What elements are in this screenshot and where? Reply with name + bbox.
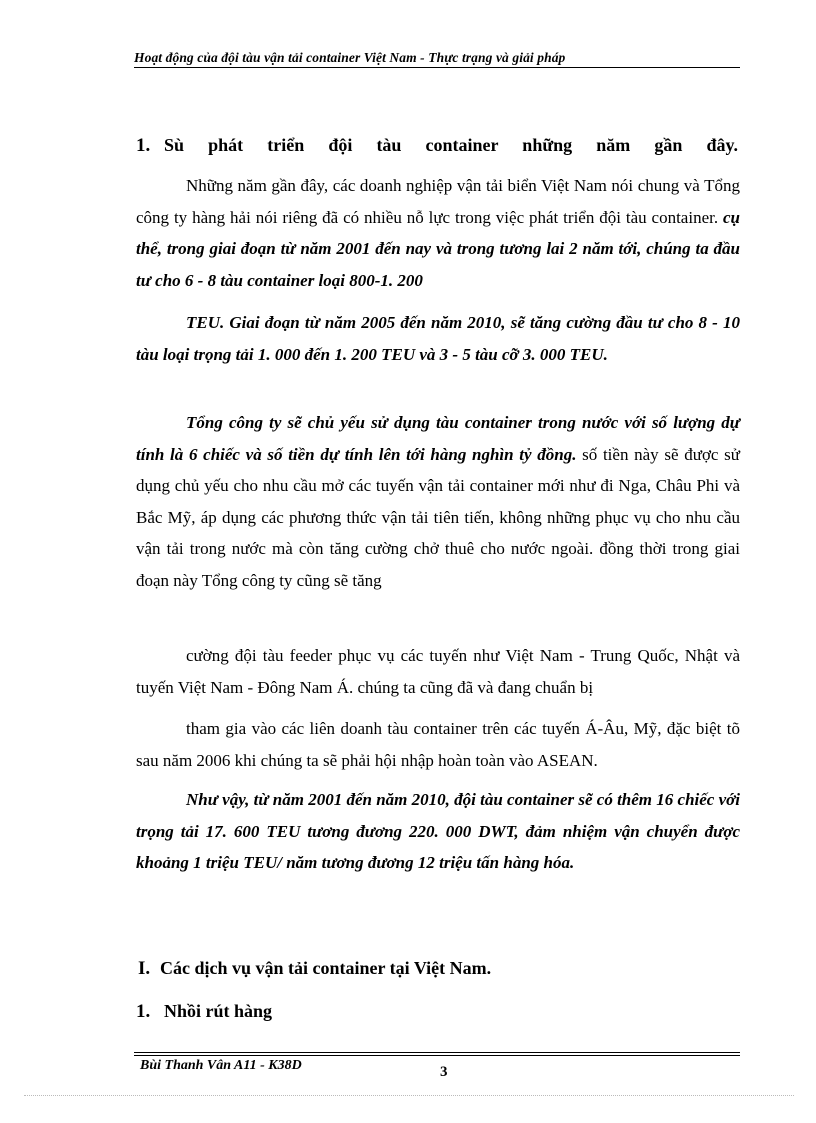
subsection-number: 1. bbox=[136, 1001, 151, 1022]
paragraph-4-text: cường đội tàu feeder phục vụ các tuyến như Việt Nam - Trung Quốc, Nhật và tuyến Việt Nam - Đông Nam Á. chúng ta cũng đã và đang chuẩn bị bbox=[136, 646, 740, 697]
paragraph-3 bbox=[136, 407, 740, 597]
paragraph-1-normal: Những năm gần đây, các doanh nghiệp vận tải biển Việt Nam nói chung và Tổng công ty hàng hải nói riêng đã có nhiều nỗ lực trong việc phát triển đội tàu container. bbox=[136, 176, 740, 227]
paragraph-6 bbox=[136, 784, 740, 879]
paragraph-5 bbox=[136, 713, 740, 776]
paragraph-4 bbox=[136, 640, 740, 703]
section-number: 1. bbox=[136, 135, 151, 156]
section-heading-I bbox=[138, 958, 491, 980]
header-rule bbox=[134, 67, 740, 68]
section-title: Các dịch vụ vận tải container tại Việt Nam. bbox=[160, 958, 492, 978]
section-heading-1 bbox=[136, 135, 738, 157]
running-header: Hoạt động của đội tàu vận tải container Việt Nam - Thực trạng và giải pháp bbox=[134, 50, 566, 65]
paragraph-2-text: TEU. Giai đoạn từ năm 2005 đến năm 2010, sẽ tăng cường đầu tư cho 8 - 10 tàu loại trọng tải 1. 000 đến 1. 200 TEU và 3 - 5 tàu cỡ 3. 000 TEU. bbox=[136, 313, 740, 364]
paragraph-3-normal: số tiền này sẽ được sử dụng chủ yếu cho nhu cầu mở các tuyến vận tải container mới như đi Nga, Châu Phi và Bắc Mỹ, áp dụng các phương thức vận tải tiên tiến, không những phục vụ cho nhu cầu vận tải trong nước mà còn tăng cường chở thuê cho nước ngoài. đồng thời trong giai đoạn này Tổng công ty cũng sẽ tăng bbox=[136, 444, 740, 590]
page-number: 3 bbox=[440, 1064, 448, 1080]
paragraph-2 bbox=[136, 307, 740, 370]
paragraph-3-emphasis: Tổng công ty sẽ chủ yếu sử dụng tàu container trong nước với số lượng dự tính là 6 chiếc và số tiền dự tính lên tới hàng nghìn tỷ đồng. bbox=[136, 413, 740, 464]
footer-rule-bottom bbox=[134, 1055, 740, 1056]
subsection-title: Nhồi rút hàng bbox=[164, 1001, 273, 1021]
section-title: Sù phát triển đội tàu container những năm gần đây. bbox=[164, 135, 738, 155]
paragraph-1-emphasis: cụ thể, trong giai đoạn từ năm 2001 đến nay và trong tương lai 2 năm tới, chúng ta đầu tư cho 6 - 8 tàu container loại 800-1. 200 bbox=[136, 207, 740, 290]
footer-rule-top bbox=[134, 1052, 740, 1053]
section-number: I. bbox=[138, 958, 151, 979]
footer-author: Bùi Thanh Vân A11 - K38D bbox=[140, 1058, 302, 1073]
paragraph-5-text: tham gia vào các liên doanh tàu container trên các tuyến Á-Âu, Mỹ, đặc biệt tõ sau năm 2006 khi chúng ta sẽ phải hội nhập hoàn toàn vào ASEAN. bbox=[136, 719, 740, 770]
subsection-heading-1 bbox=[136, 1001, 272, 1023]
paragraph-1 bbox=[136, 170, 740, 296]
page-bottom-border bbox=[24, 1095, 794, 1096]
paragraph-6-text: Như vậy, từ năm 2001 đến năm 2010, đội tàu container sẽ có thêm 16 chiếc với trọng tải 17. 600 TEU tương đương 220. 000 DWT, đảm nhiệm vận chuyển được khoảng 1 triệu TEU/ năm tương đương 12 triệu tấn hàng hóa. bbox=[136, 790, 740, 873]
